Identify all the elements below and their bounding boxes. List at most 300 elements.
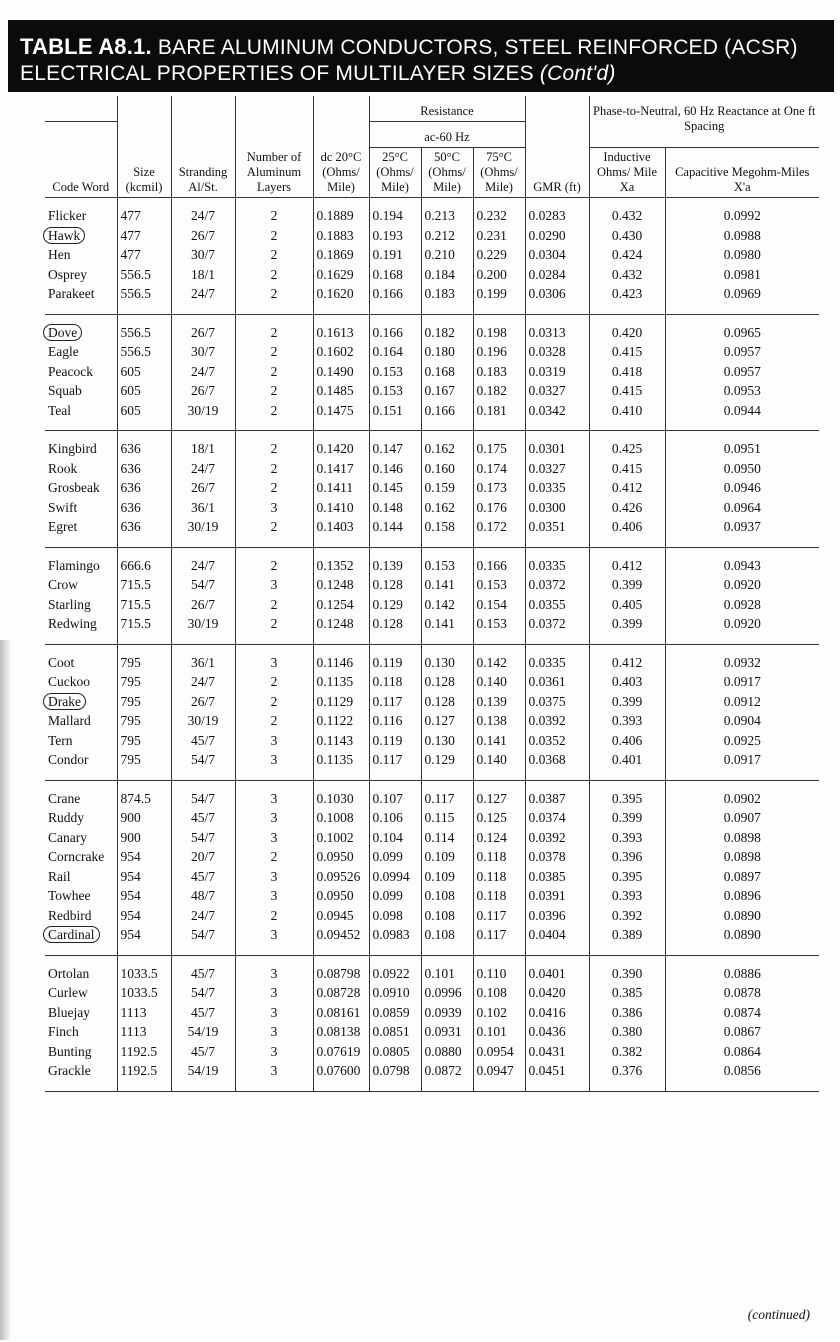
header-ac-50c: 50°C (Ohms/ Mile)	[421, 148, 473, 198]
cell-capacitive: 0.0992	[665, 198, 819, 226]
cell-ac-75c: 0.153	[473, 614, 525, 644]
cell-code-word: Corncrake	[48, 849, 105, 864]
cell-ac-75c: 0.229	[473, 245, 525, 265]
cell-layers: 2	[235, 692, 313, 712]
cell-gmr: 0.0436	[525, 1022, 589, 1042]
cell-inductive: 0.393	[589, 828, 665, 848]
cell-size: 954	[117, 906, 171, 926]
cell-layers: 2	[235, 672, 313, 692]
cell-size: 636	[117, 431, 171, 459]
cell-ac-50c: 0.108	[421, 925, 473, 955]
cell-code-word: Crow	[48, 577, 78, 592]
cell-capacitive: 0.0980	[665, 245, 819, 265]
cell-size: 795	[117, 692, 171, 712]
cell-ac-25c: 0.0798	[369, 1061, 421, 1091]
cell-layers: 2	[235, 314, 313, 342]
cell-capacitive: 0.0969	[665, 284, 819, 314]
cell-ac-25c: 0.153	[369, 362, 421, 382]
cell-size: 477	[117, 198, 171, 226]
cell-capacitive: 0.0932	[665, 644, 819, 672]
cell-inductive: 0.432	[589, 198, 665, 226]
cell-inductive: 0.415	[589, 342, 665, 362]
cell-code-word: Finch	[48, 1024, 79, 1039]
cell-capacitive: 0.0907	[665, 808, 819, 828]
cell-ac-25c: 0.151	[369, 401, 421, 431]
cell-inductive: 0.399	[589, 614, 665, 644]
cell-dc-20c: 0.1485	[313, 381, 369, 401]
table-row	[45, 780, 819, 808]
cell-gmr: 0.0304	[525, 245, 589, 265]
cell-gmr: 0.0327	[525, 381, 589, 401]
cell-gmr: 0.0451	[525, 1061, 589, 1091]
cell-ac-75c: 0.0947	[473, 1061, 525, 1091]
table-row	[45, 808, 819, 828]
cell-ac-25c: 0.106	[369, 808, 421, 828]
header-inductive: Inductive Ohms/ Mile Xa	[589, 148, 665, 198]
cell-ac-75c: 0.200	[473, 265, 525, 285]
cell-layers: 3	[235, 867, 313, 887]
cell-inductive: 0.376	[589, 1061, 665, 1091]
cell-code-word: Flamingo	[48, 557, 100, 573]
cell-layers: 3	[235, 731, 313, 751]
cell-ac-75c: 0.0954	[473, 1042, 525, 1062]
cell-inductive: 0.423	[589, 284, 665, 314]
cell-stranding: 30/19	[171, 614, 235, 644]
cell-size: 874.5	[117, 780, 171, 808]
cell-layers: 2	[235, 614, 313, 644]
cell-layers: 3	[235, 1042, 313, 1062]
cell-dc-20c: 0.08138	[313, 1022, 369, 1042]
cell-layers: 2	[235, 284, 313, 314]
cell-code-word: Teal	[45, 401, 117, 431]
conductor-group	[45, 314, 819, 431]
cell-stranding: 30/7	[171, 342, 235, 362]
cell-layers: 3	[235, 498, 313, 518]
cell-size: 556.5	[117, 284, 171, 314]
cell-dc-20c: 0.0945	[313, 906, 369, 926]
table-row	[45, 1061, 819, 1091]
cell-layers: 3	[235, 955, 313, 983]
cell-stranding: 26/7	[171, 314, 235, 342]
cell-code-word: Grackle	[45, 1061, 117, 1091]
cell-capacitive: 0.0920	[665, 575, 819, 595]
cell-capacitive: 0.0951	[665, 431, 819, 459]
conductor-group	[45, 955, 819, 1091]
table-row	[45, 925, 819, 955]
cell-size: 636	[117, 498, 171, 518]
cell-layers: 2	[235, 517, 313, 547]
cell-layers: 3	[235, 925, 313, 955]
page-binding-edge	[0, 640, 10, 1340]
cell-ac-50c: 0.210	[421, 245, 473, 265]
cell-ac-75c: 0.182	[473, 381, 525, 401]
cell-dc-20c: 0.1613	[313, 314, 369, 342]
cell-gmr: 0.0283	[525, 198, 589, 226]
cell-ac-50c: 0.183	[421, 284, 473, 314]
cell-ac-50c: 0.166	[421, 401, 473, 431]
table-row	[45, 731, 819, 751]
cell-capacitive: 0.0898	[665, 828, 819, 848]
cell-ac-25c: 0.166	[369, 314, 421, 342]
continued-note: (continued)	[747, 1307, 810, 1322]
circled-code-word: Dove	[43, 324, 82, 341]
cell-ac-75c: 0.166	[473, 547, 525, 575]
cell-size: 795	[117, 731, 171, 751]
cell-stranding: 30/19	[171, 517, 235, 547]
cell-code-word: Condor	[45, 750, 117, 780]
cell-code-word: Canary	[48, 829, 87, 845]
cell-gmr: 0.0378	[525, 847, 589, 867]
cell-stranding: 45/7	[171, 1003, 235, 1023]
header-code-word: Code Word	[45, 148, 117, 198]
cell-gmr: 0.0375	[525, 692, 589, 712]
table-row	[45, 906, 819, 926]
cell-code-word: Mallard	[48, 713, 91, 728]
cell-stranding: 45/7	[171, 808, 235, 828]
cell-ac-25c: 0.168	[369, 265, 421, 285]
cell-code-word: Coot	[48, 654, 75, 670]
cell-size: 477	[117, 226, 171, 246]
cell-code-word	[45, 692, 117, 712]
cell-code-word	[45, 226, 117, 246]
table-row	[45, 265, 819, 285]
cell-inductive: 0.405	[589, 595, 665, 615]
cell-code-word	[45, 314, 117, 342]
table-row	[45, 1022, 819, 1042]
cell-code-word: Cuckoo	[48, 674, 90, 689]
cell-dc-20c: 0.1417	[313, 459, 369, 479]
cell-gmr: 0.0372	[525, 575, 589, 595]
cell-inductive: 0.393	[589, 886, 665, 906]
cell-inductive: 0.415	[589, 459, 665, 479]
cell-inductive: 0.395	[589, 867, 665, 887]
cell-ac-50c: 0.109	[421, 847, 473, 867]
table-row	[45, 459, 819, 479]
cell-gmr: 0.0352	[525, 731, 589, 751]
table-row	[45, 955, 819, 983]
cell-ac-25c: 0.104	[369, 828, 421, 848]
table-sheet	[45, 96, 819, 1092]
cell-inductive: 0.396	[589, 847, 665, 867]
cell-size: 636	[117, 478, 171, 498]
cell-stranding: 54/7	[171, 780, 235, 808]
table-subtitle: ELECTRICAL PROPERTIES OF MULTILAYER SIZES	[20, 62, 534, 85]
cell-ac-75c: 0.117	[473, 925, 525, 955]
cell-stranding: 24/7	[171, 672, 235, 692]
cell-gmr: 0.0372	[525, 614, 589, 644]
cell-ac-25c: 0.128	[369, 575, 421, 595]
cell-ac-75c: 0.108	[473, 983, 525, 1003]
cell-layers: 3	[235, 1061, 313, 1091]
cell-gmr: 0.0368	[525, 750, 589, 780]
cell-gmr: 0.0355	[525, 595, 589, 615]
title-line-2	[20, 61, 834, 87]
table-row	[45, 198, 819, 226]
cell-ac-50c: 0.213	[421, 198, 473, 226]
cell-ac-75c: 0.125	[473, 808, 525, 828]
cell-ac-25c: 0.145	[369, 478, 421, 498]
cell-code-word: Crane	[48, 790, 81, 806]
cell-layers: 2	[235, 847, 313, 867]
cell-ac-75c: 0.232	[473, 198, 525, 226]
cell-code-word: Ortolan	[48, 965, 90, 981]
cell-ac-50c: 0.142	[421, 595, 473, 615]
cell-size: 954	[117, 886, 171, 906]
cell-inductive: 0.430	[589, 226, 665, 246]
cell-inductive: 0.432	[589, 265, 665, 285]
cell-ac-50c: 0.162	[421, 431, 473, 459]
cell-capacitive: 0.0988	[665, 226, 819, 246]
cell-code-word: Rook	[48, 460, 78, 476]
cell-gmr: 0.0335	[525, 478, 589, 498]
conductor-group	[45, 780, 819, 955]
cell-ac-25c: 0.191	[369, 245, 421, 265]
cell-inductive: 0.393	[589, 711, 665, 731]
cell-inductive: 0.424	[589, 245, 665, 265]
table-row	[45, 478, 819, 498]
cell-layers: 2	[235, 198, 313, 226]
cell-ac-25c: 0.139	[369, 547, 421, 575]
cell-ac-75c: 0.154	[473, 595, 525, 615]
cell-dc-20c: 0.1620	[313, 284, 369, 314]
cell-gmr: 0.0342	[525, 401, 589, 431]
cell-gmr: 0.0361	[525, 672, 589, 692]
cell-ac-75c: 0.196	[473, 342, 525, 362]
cell-capacitive: 0.0904	[665, 711, 819, 731]
cell-ac-25c: 0.0859	[369, 1003, 421, 1023]
cell-capacitive: 0.0890	[665, 906, 819, 926]
header-capacitive: Capacitive Megohm-Miles X'a	[665, 148, 819, 198]
cell-dc-20c: 0.1629	[313, 265, 369, 285]
cell-size: 666.6	[117, 547, 171, 575]
header-ac-75c: 75°C (Ohms/ Mile)	[473, 148, 525, 198]
cell-dc-20c: 0.0950	[313, 847, 369, 867]
cell-capacitive: 0.0902	[665, 780, 819, 808]
table-title-bar	[8, 20, 834, 92]
cell-capacitive: 0.0917	[665, 750, 819, 780]
cell-ac-25c: 0.117	[369, 692, 421, 712]
cell-code-word: Osprey	[48, 266, 87, 282]
cell-ac-75c: 0.139	[473, 692, 525, 712]
cell-layers: 2	[235, 595, 313, 615]
table-row	[45, 401, 819, 431]
table-row	[45, 431, 819, 459]
cell-inductive: 0.399	[589, 692, 665, 712]
cell-stranding: 54/7	[171, 925, 235, 955]
cell-gmr: 0.0392	[525, 828, 589, 848]
cell-layers: 3	[235, 575, 313, 595]
cell-ac-75c: 0.140	[473, 672, 525, 692]
cell-ac-25c: 0.099	[369, 847, 421, 867]
table-cont-note: (Cont'd)	[539, 62, 616, 85]
cell-layers: 3	[235, 1022, 313, 1042]
cell-capacitive: 0.0943	[665, 547, 819, 575]
cell-ac-50c: 0.101	[421, 955, 473, 983]
cell-dc-20c: 0.1490	[313, 362, 369, 382]
cell-ac-25c: 0.0994	[369, 867, 421, 887]
circled-code-word: Hawk	[43, 227, 85, 244]
cell-dc-20c: 0.1602	[313, 342, 369, 362]
cell-size: 715.5	[117, 595, 171, 615]
table-row	[45, 575, 819, 595]
cell-gmr: 0.0416	[525, 1003, 589, 1023]
cell-size: 605	[117, 381, 171, 401]
cell-ac-75c: 0.118	[473, 886, 525, 906]
cell-ac-75c: 0.198	[473, 314, 525, 342]
cell-ac-25c: 0.119	[369, 731, 421, 751]
cell-ac-75c: 0.199	[473, 284, 525, 314]
cell-stranding: 54/7	[171, 983, 235, 1003]
cell-code-word: Rail	[48, 868, 71, 884]
cell-code-word: Starling	[48, 596, 91, 612]
cell-dc-20c: 0.1248	[313, 575, 369, 595]
cell-stranding: 24/7	[171, 906, 235, 926]
cell-ac-50c: 0.114	[421, 828, 473, 848]
cell-stranding: 54/7	[171, 750, 235, 780]
cell-layers: 3	[235, 644, 313, 672]
conductor-group	[45, 644, 819, 780]
cell-ac-75c: 0.102	[473, 1003, 525, 1023]
cell-code-word: Swift	[48, 499, 78, 515]
table-row	[45, 314, 819, 342]
cell-dc-20c: 0.1254	[313, 595, 369, 615]
cell-ac-75c: 0.172	[473, 517, 525, 547]
cell-ac-50c: 0.153	[421, 547, 473, 575]
cell-capacitive: 0.0890	[665, 925, 819, 955]
cell-ac-50c: 0.141	[421, 614, 473, 644]
cell-inductive: 0.382	[589, 1042, 665, 1062]
cell-ac-50c: 0.168	[421, 362, 473, 382]
cell-ac-75c: 0.124	[473, 828, 525, 848]
cell-ac-50c: 0.127	[421, 711, 473, 731]
cell-ac-25c: 0.164	[369, 342, 421, 362]
cell-gmr: 0.0306	[525, 284, 589, 314]
cell-size: 636	[117, 459, 171, 479]
cell-dc-20c: 0.07600	[313, 1061, 369, 1091]
cell-capacitive: 0.0917	[665, 672, 819, 692]
cell-dc-20c: 0.1411	[313, 478, 369, 498]
cell-stranding: 18/1	[171, 265, 235, 285]
cell-gmr: 0.0420	[525, 983, 589, 1003]
cell-layers: 2	[235, 265, 313, 285]
cell-ac-25c: 0.099	[369, 886, 421, 906]
header-ac-25c: 25°C (Ohms/ Mile)	[369, 148, 421, 198]
cell-stranding: 45/7	[171, 1042, 235, 1062]
header-dc-20c: dc 20°C (Ohms/ Mile)	[313, 148, 369, 198]
cell-layers: 2	[235, 226, 313, 246]
table-row	[45, 750, 819, 780]
cell-size: 795	[117, 750, 171, 780]
cell-ac-25c: 0.117	[369, 750, 421, 780]
cell-stranding: 26/7	[171, 692, 235, 712]
cell-ac-75c: 0.231	[473, 226, 525, 246]
table-row	[45, 867, 819, 887]
cell-size: 1113	[117, 1003, 171, 1023]
cell-ac-25c: 0.194	[369, 198, 421, 226]
cell-ac-25c: 0.107	[369, 780, 421, 808]
cell-stranding: 26/7	[171, 381, 235, 401]
cell-stranding: 20/7	[171, 847, 235, 867]
cell-capacitive: 0.0896	[665, 886, 819, 906]
cell-inductive: 0.406	[589, 731, 665, 751]
cell-layers: 2	[235, 401, 313, 431]
cell-stranding: 54/19	[171, 1061, 235, 1091]
cell-capacitive: 0.0937	[665, 517, 819, 547]
acsr-table	[45, 96, 819, 1092]
cell-dc-20c: 0.1002	[313, 828, 369, 848]
cell-ac-50c: 0.184	[421, 265, 473, 285]
cell-code-word: Flicker	[48, 208, 87, 223]
cell-size: 954	[117, 867, 171, 887]
cell-inductive: 0.401	[589, 750, 665, 780]
cell-ac-25c: 0.129	[369, 595, 421, 615]
table-row	[45, 614, 819, 644]
cell-size: 1192.5	[117, 1061, 171, 1091]
table-row	[45, 828, 819, 848]
cell-ac-25c: 0.193	[369, 226, 421, 246]
cell-ac-50c: 0.158	[421, 517, 473, 547]
cell-inductive: 0.403	[589, 672, 665, 692]
cell-code-word: Hen	[48, 247, 71, 262]
cell-size: 556.5	[117, 314, 171, 342]
cell-gmr: 0.0290	[525, 226, 589, 246]
cell-ac-50c: 0.108	[421, 886, 473, 906]
cell-code-word: Towhee	[48, 888, 91, 903]
cell-gmr: 0.0392	[525, 711, 589, 731]
group-resistance: Resistance	[369, 96, 525, 122]
cell-size: 1033.5	[117, 983, 171, 1003]
cell-capacitive: 0.0856	[665, 1061, 819, 1091]
cell-ac-25c: 0.146	[369, 459, 421, 479]
cell-ac-25c: 0.0983	[369, 925, 421, 955]
cell-ac-50c: 0.0931	[421, 1022, 473, 1042]
cell-gmr: 0.0328	[525, 342, 589, 362]
cell-ac-25c: 0.144	[369, 517, 421, 547]
cell-gmr: 0.0404	[525, 925, 589, 955]
cell-layers: 3	[235, 808, 313, 828]
cell-dc-20c: 0.1475	[313, 401, 369, 431]
cell-stranding: 36/1	[171, 498, 235, 518]
cell-size: 605	[117, 362, 171, 382]
cell-layers: 2	[235, 547, 313, 575]
cell-dc-20c: 0.08161	[313, 1003, 369, 1023]
table-row	[45, 1042, 819, 1062]
cell-size: 954	[117, 925, 171, 955]
cell-ac-75c: 0.127	[473, 780, 525, 808]
cell-capacitive: 0.0965	[665, 314, 819, 342]
cell-ac-50c: 0.129	[421, 750, 473, 780]
cell-layers: 2	[235, 711, 313, 731]
table-row	[45, 362, 819, 382]
cell-ac-75c: 0.118	[473, 867, 525, 887]
circled-code-word: Cardinal	[43, 926, 100, 943]
cell-capacitive: 0.0897	[665, 867, 819, 887]
table-row	[45, 672, 819, 692]
cell-size: 715.5	[117, 614, 171, 644]
cell-size: 795	[117, 672, 171, 692]
cell-ac-25c: 0.148	[369, 498, 421, 518]
cell-dc-20c: 0.1420	[313, 431, 369, 459]
cell-layers: 2	[235, 381, 313, 401]
cell-capacitive: 0.0981	[665, 265, 819, 285]
cell-capacitive: 0.0898	[665, 847, 819, 867]
cell-ac-75c: 0.175	[473, 431, 525, 459]
cell-code-word	[45, 925, 117, 955]
cell-ac-50c: 0.128	[421, 692, 473, 712]
cell-dc-20c: 0.07619	[313, 1042, 369, 1062]
cell-inductive: 0.410	[589, 401, 665, 431]
cell-ac-25c: 0.0922	[369, 955, 421, 983]
